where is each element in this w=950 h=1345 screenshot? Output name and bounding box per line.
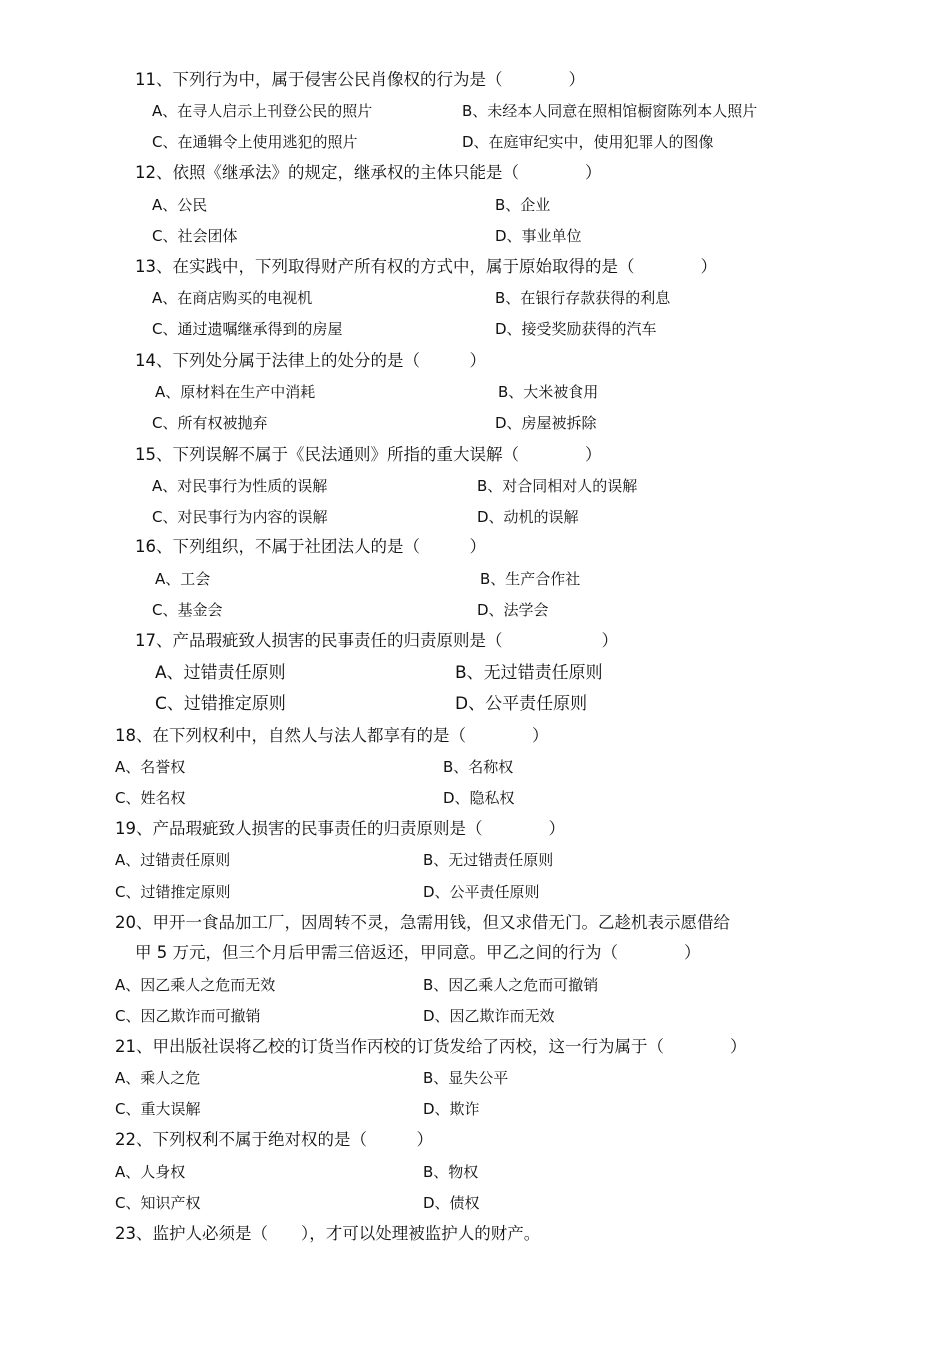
option-c: C、社会团体 xyxy=(152,227,238,245)
question-20-continued: 甲 5 万元，但三个月后甲需三倍返还，甲同意。甲乙之间的行为（ ） xyxy=(135,943,701,962)
question-14: 14、下列处分属于法律上的处分的是（ ） xyxy=(135,351,486,370)
option-d: D、公平责任原则 xyxy=(423,883,540,901)
question-15: 15、下列误解不属于《民法通则》所指的重大误解（ ） xyxy=(135,445,602,464)
question-11: 11、下列行为中，属于侵害公民肖像权的行为是（ ） xyxy=(135,70,585,89)
question-22: 22、下列权利不属于绝对权的是（ ） xyxy=(115,1130,433,1149)
option-c: C、所有权被抛弃 xyxy=(152,414,268,432)
question-18: 18、在下列权利中，自然人与法人都享有的是（ ） xyxy=(115,726,549,745)
option-d: D、因乙欺诈而无效 xyxy=(423,1007,555,1025)
option-c: C、对民事行为内容的误解 xyxy=(152,508,328,526)
option-a: A、乘人之危 xyxy=(115,1069,201,1087)
option-a: A、人身权 xyxy=(115,1163,186,1181)
option-b: B、对合同相对人的误解 xyxy=(477,477,638,495)
question-20: 20、甲开一食品加工厂，因周转不灵，急需用钱，但又求借无门。乙趁机表示愿借给 xyxy=(115,913,730,932)
option-c: C、基金会 xyxy=(152,601,223,619)
option-b: B、无过错责任原则 xyxy=(423,851,554,869)
option-a: A、名誉权 xyxy=(115,758,186,776)
option-b: B、物权 xyxy=(423,1163,479,1181)
option-c: C、因乙欺诈而可撤销 xyxy=(115,1007,261,1025)
option-d: D、隐私权 xyxy=(443,789,515,807)
option-c: C、在通辑令上使用逃犯的照片 xyxy=(152,133,358,151)
option-d: D、法学会 xyxy=(477,601,549,619)
option-b: B、大米被食用 xyxy=(498,383,599,401)
option-a: A、在商店购买的电视机 xyxy=(152,289,313,307)
option-a: A、对民事行为性质的误解 xyxy=(152,477,328,495)
option-c: C、知识产权 xyxy=(115,1194,201,1212)
option-a: A、因乙乘人之危而无效 xyxy=(115,976,276,994)
option-c: C、过错推定原则 xyxy=(115,883,231,901)
question-13: 13、在实践中，下列取得财产所有权的方式中，属于原始取得的是（ ） xyxy=(135,257,717,276)
option-a: A、原材料在生产中消耗 xyxy=(155,383,316,401)
option-a: A、工会 xyxy=(155,570,211,588)
option-d: D、债权 xyxy=(423,1194,480,1212)
option-c: C、姓名权 xyxy=(115,789,186,807)
option-b: B、显失公平 xyxy=(423,1069,509,1087)
option-b: B、名称权 xyxy=(443,758,514,776)
option-a: A、过错责任原则 xyxy=(155,663,286,683)
option-b: B、在银行存款获得的利息 xyxy=(495,289,671,307)
option-d: D、房屋被拆除 xyxy=(495,414,597,432)
question-23: 23、监护人必须是（ ），才可以处理被监护人的财产。 xyxy=(115,1224,541,1243)
option-a: A、公民 xyxy=(152,196,208,214)
option-d: D、公平责任原则 xyxy=(455,694,588,714)
option-d: D、欺诈 xyxy=(423,1100,480,1118)
option-b: B、因乙乘人之危而可撤销 xyxy=(423,976,599,994)
option-a: A、过错责任原则 xyxy=(115,851,231,869)
question-17: 17、产品瑕疵致人损害的民事责任的归责原则是（ ） xyxy=(135,631,618,650)
option-b: B、生产合作社 xyxy=(480,570,581,588)
question-16: 16、下列组织，不属于社团法人的是（ ） xyxy=(135,537,486,556)
option-b: B、未经本人同意在照相馆橱窗陈列本人照片 xyxy=(462,102,758,120)
option-b: B、无过错责任原则 xyxy=(455,663,603,683)
question-19: 19、产品瑕疵致人损害的民事责任的归责原则是（ ） xyxy=(115,819,565,838)
option-d: D、在庭审纪实中，使用犯罪人的图像 xyxy=(462,133,714,151)
question-12: 12、依照《继承法》的规定，继承权的主体只能是（ ） xyxy=(135,163,602,182)
option-c: C、过错推定原则 xyxy=(155,694,286,714)
question-21: 21、甲出版社误将乙校的订货当作丙校的订货发给了丙校，这一行为属于（ ） xyxy=(115,1037,747,1056)
option-b: B、企业 xyxy=(495,196,551,214)
option-d: D、事业单位 xyxy=(495,227,582,245)
option-c: C、通过遗嘱继承得到的房屋 xyxy=(152,320,343,338)
option-d: D、接受奖励获得的汽车 xyxy=(495,320,657,338)
option-d: D、动机的误解 xyxy=(477,508,579,526)
option-c: C、重大误解 xyxy=(115,1100,201,1118)
option-a: A、在寻人启示上刊登公民的照片 xyxy=(152,102,373,120)
